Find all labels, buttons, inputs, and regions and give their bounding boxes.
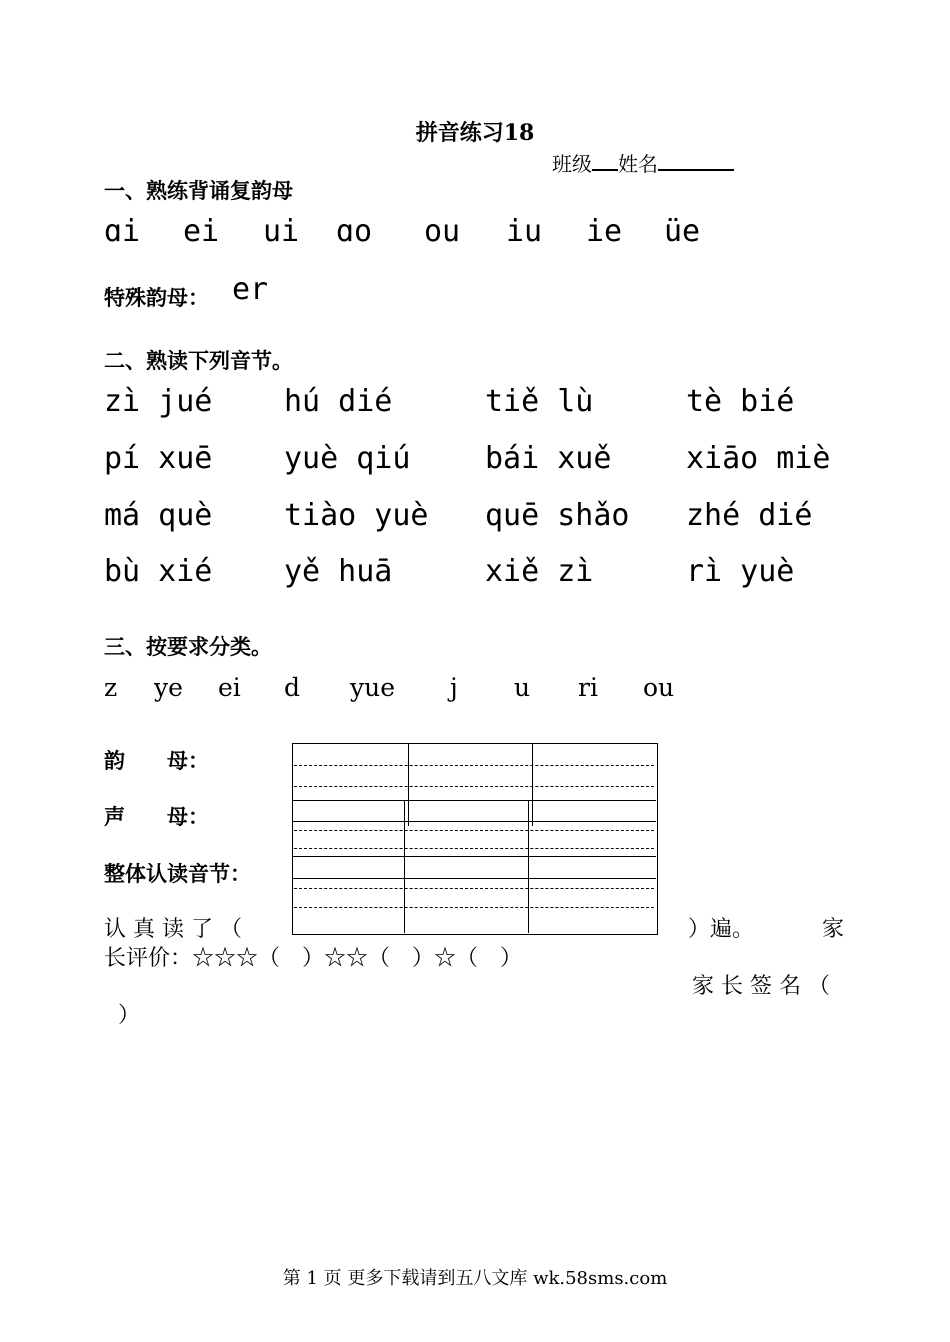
syllable: zhé dié: [686, 498, 813, 533]
classify-item: u: [514, 673, 531, 702]
section1-heading: 一、熟练背诵复韵母: [104, 178, 293, 203]
class-label: 班级: [552, 152, 592, 176]
final-8: üe: [664, 214, 701, 249]
classify-item: ei: [218, 673, 241, 702]
parent-prefix: 家: [822, 917, 845, 942]
classify-item: ye: [154, 673, 183, 702]
parent-evaluation: 长评价：☆☆☆（ ）☆☆（ ）☆（ ）: [104, 946, 523, 971]
syllable: yuè qiú: [284, 441, 411, 476]
parent-signature-close: ）: [118, 1003, 141, 1028]
syllable: xiě zì: [485, 554, 594, 589]
syllable: pí xuē: [104, 441, 213, 476]
final-2: ei: [183, 214, 220, 249]
grid-guideline: [294, 848, 654, 849]
grid-divider: [528, 800, 529, 933]
final-1: ɑi: [104, 214, 141, 249]
name-blank[interactable]: [658, 151, 734, 171]
classify-item: ri: [578, 673, 598, 702]
section2-heading: 二、熟读下列音节。: [104, 348, 293, 373]
grid-rule: [292, 800, 656, 801]
class-blank[interactable]: [592, 151, 618, 171]
syllable: rì yuè: [686, 554, 795, 589]
syllable: tiào yuè: [284, 498, 429, 533]
class-name-line: [552, 148, 734, 177]
syllable: bù xié: [104, 554, 213, 589]
final-3: ui: [263, 214, 300, 249]
grid-guideline: [294, 907, 654, 908]
section3-heading: 三、按要求分类。: [104, 634, 272, 659]
grid-guideline: [294, 765, 654, 766]
parent-signature-label: 家 长 签 名 （: [692, 974, 830, 999]
page-title: 拼音练习18: [415, 120, 535, 146]
final-5: ou: [424, 214, 461, 249]
classify-item: z: [104, 673, 118, 702]
page-footer: 第 1 页 更多下载请到五八文库 wk.58sms.com: [282, 1268, 668, 1289]
classify-item: j: [450, 673, 458, 702]
grid-rule: [292, 878, 656, 879]
syllable: xiāo miè: [686, 441, 831, 476]
special-final-label: 特殊韵母：: [104, 285, 209, 310]
classify-item: yue: [350, 673, 396, 702]
grid-divider: [532, 743, 533, 826]
syllable: bái xuě: [485, 441, 612, 476]
final-7: ie: [586, 214, 623, 249]
syllable: quē shǎo: [485, 498, 630, 533]
syllable: zì jué: [104, 384, 213, 419]
classify-item: ou: [643, 673, 675, 702]
final-4: ɑo: [336, 214, 373, 249]
syllable: tè bié: [686, 384, 795, 419]
final-6: iu: [506, 214, 543, 249]
syllable: tiě lù: [485, 384, 594, 419]
read-times-prefix: 认 真 读 了 （: [104, 917, 242, 942]
initials-label: 声 母：: [104, 804, 209, 829]
whole-syllables-label: 整体认读音节：: [104, 861, 251, 886]
finals-label: 韵 母：: [104, 748, 209, 773]
special-final-value: er: [232, 272, 269, 307]
name-label: 姓名: [618, 152, 658, 176]
syllable: yě huā: [284, 554, 393, 589]
grid-guideline: [294, 786, 654, 787]
classify-item: d: [284, 673, 301, 702]
read-times-suffix: ）遍。: [688, 917, 755, 942]
grid-divider: [408, 743, 409, 826]
syllable: má què: [104, 498, 213, 533]
grid-rule: [292, 856, 656, 857]
syllable: hú dié: [284, 384, 393, 419]
grid-guideline: [294, 888, 654, 889]
grid-guideline: [294, 830, 654, 831]
grid-rule: [292, 821, 656, 822]
grid-divider: [404, 800, 405, 933]
